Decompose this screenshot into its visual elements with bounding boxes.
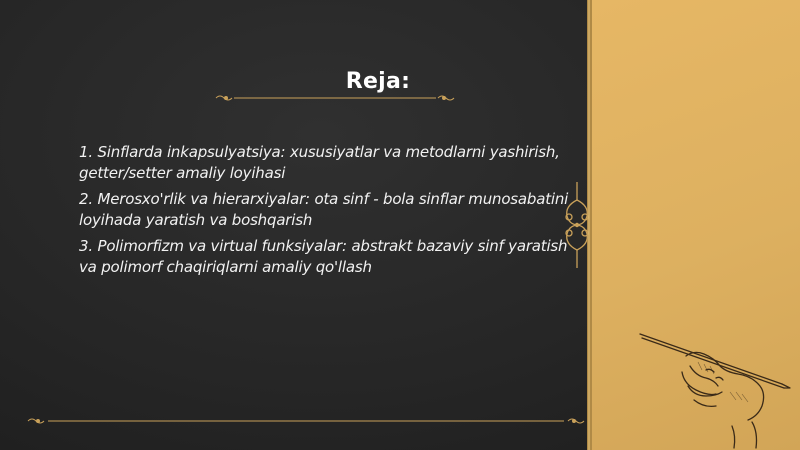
scroll-flourish-icon — [560, 180, 594, 270]
bottom-flourish-divider-icon — [26, 414, 586, 428]
list-item: 3. Polimorfizm va virtual funksiyalar: abstrakt bazaviy sinf yaratish va polimorf chaqiriqlarni amaliy qo'llash — [79, 237, 568, 276]
plan-list — [79, 142, 579, 283]
list-item: 2. Merosxo'rlik va hierarxiyalar: ota sinf - bola sinflar munosabatini loyihada yaratish va boshqarish — [79, 190, 569, 229]
flourish-divider-icon — [214, 91, 456, 105]
list-item: 1. Sinflarda inkapsulyatsiya: xususiyatlar va metodlarni yashirish, getter/setter amaliy loyihasi — [79, 143, 560, 182]
hand-holding-pen-icon — [632, 326, 800, 450]
page-title: Reja: — [345, 69, 411, 94]
